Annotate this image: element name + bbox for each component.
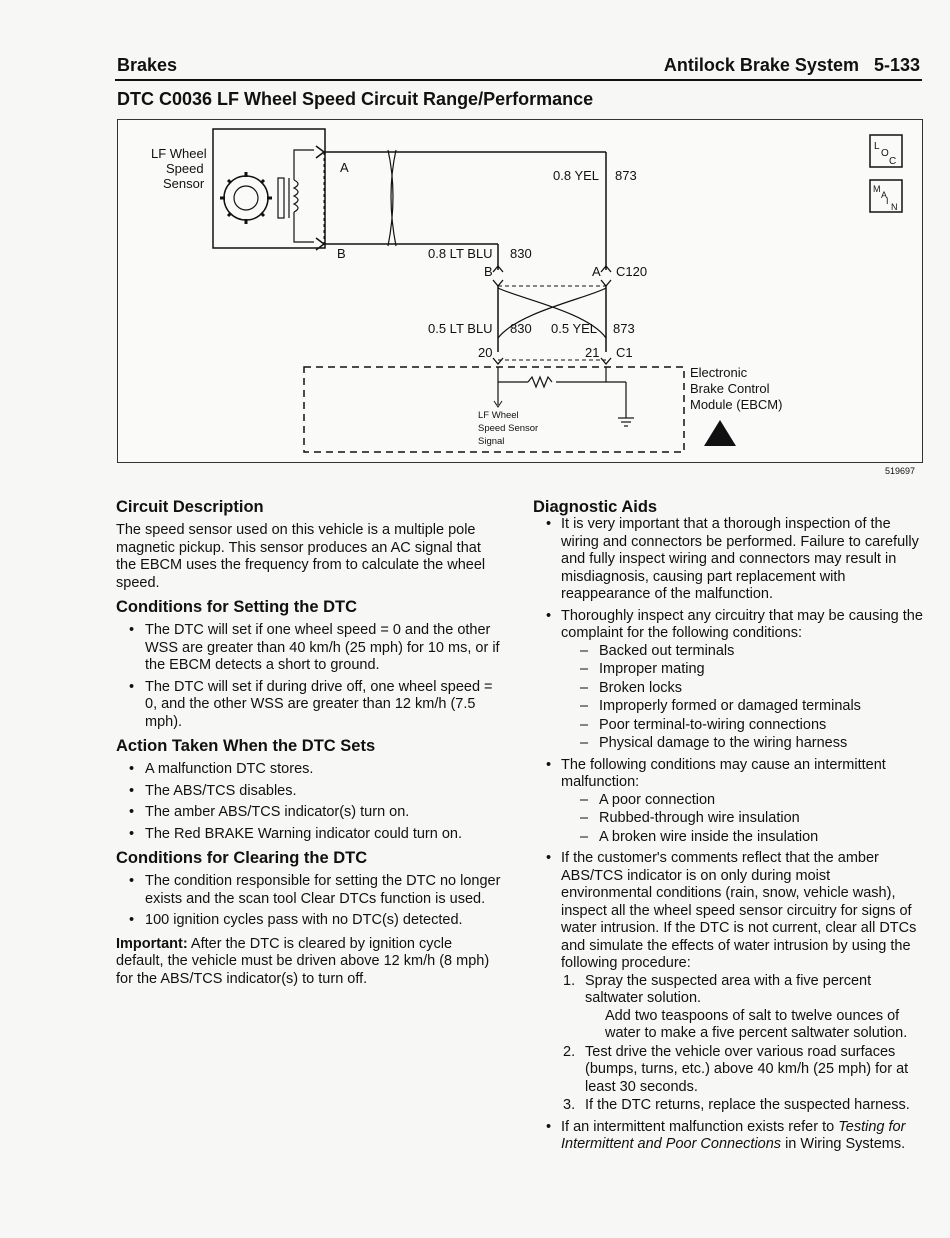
reference-title: Testing for Intermittent and Poor Connections: [561, 1118, 906, 1152]
step-number: 3.: [563, 1097, 576, 1113]
wire-873-bot-label: 0.5 YEL: [551, 321, 598, 336]
diagnostic-aids-heading: Diagnostic Aids: [533, 498, 658, 516]
list-item: – Poor terminal-to-wiring connections: [561, 717, 925, 735]
list-item: [533, 850, 925, 1115]
twisted-pair-top: [388, 150, 396, 246]
page-title: DTC C0036 LF Wheel Speed Circuit Range/Performance: [117, 89, 594, 109]
action-list: [116, 761, 501, 843]
step-text: Spray the suspected area with a five percent saltwater solution.: [585, 972, 872, 1006]
ebcm-label-3: Module (EBCM): [690, 397, 783, 412]
svg-text:M: M: [873, 184, 881, 194]
list-item: – A poor connection: [561, 792, 925, 810]
list-item: • The DTC will set if during drive off, one wheel speed = 0, and the other WSS are greater than 12 km/h (7.5 mph).: [116, 679, 501, 732]
intermittent-list: [561, 792, 925, 847]
step-text: If the DTC returns, replace the suspected harness.: [585, 1097, 910, 1113]
list-item: • The ABS/TCS disables.: [116, 783, 501, 801]
wire-830-top-label: 0.8 LT BLU: [428, 246, 493, 261]
pin-a-label: A: [340, 160, 349, 175]
esd-warning-icon: [704, 420, 736, 446]
procedure-steps: [561, 973, 925, 1115]
c120-pin-a: A: [592, 264, 601, 279]
clearing-heading: Conditions for Clearing the DTC: [116, 849, 368, 867]
step-text: Test drive the vehicle over various road surfaces (bumps, turns, etc.) above 40 km/h (25 mph) for at least 30 seconds.: [585, 1043, 909, 1095]
wire-830-bot-label: 0.5 LT BLU: [428, 321, 493, 336]
right-column: [533, 496, 925, 1158]
svg-text:L: L: [874, 141, 880, 152]
wire-830-top-num: 830: [510, 246, 532, 261]
c120-label: C120: [616, 264, 648, 279]
important-note: [116, 936, 501, 989]
sensor-label-2: Speed: [166, 161, 204, 176]
bullet5-text-a: If an intermittent malfunction exists refer to: [561, 1118, 839, 1135]
list-item: • 100 ignition cycles pass with no DTC(s) detected.: [116, 912, 501, 930]
step-item: [561, 1044, 925, 1097]
pin-21-label: 21: [585, 345, 600, 360]
list-item: • The amber ABS/TCS indicator(s) turn on.: [116, 804, 501, 822]
c1-label: C1: [616, 345, 633, 360]
resistor: [528, 377, 552, 387]
wire-873-top-label: 0.8 YEL: [553, 168, 600, 183]
signal-label-3: Signal: [478, 436, 505, 447]
list-item: [533, 608, 925, 753]
step-item: [561, 973, 925, 1043]
signal-label-2: Speed Sensor: [478, 423, 539, 434]
step-sub-text: Add two teaspoons of salt to twelve ounces of water to make a five percent saltwater solution.: [605, 1007, 908, 1041]
tone-wheel-icon: [220, 172, 272, 224]
list-item: [533, 1119, 925, 1154]
sensor-label-3: Sensor: [163, 176, 205, 191]
ebcm-label-1: Electronic: [690, 365, 748, 380]
left-column: [116, 496, 501, 990]
svg-text:I: I: [886, 196, 889, 206]
page-section-number: Antilock Brake System 5-133: [663, 55, 920, 75]
circuit-description-heading: Circuit Description: [116, 498, 264, 516]
list-item: – Improperly formed or damaged terminals: [561, 698, 925, 716]
pin-20-label: 20: [478, 345, 493, 360]
bullet5-text-b: in Wiring Systems.: [781, 1136, 906, 1152]
step-number: 1.: [563, 972, 576, 989]
list-item: – Rubbed-through wire insulation: [561, 810, 925, 828]
sensor-connector-a: [316, 146, 324, 158]
step-number: 2.: [563, 1043, 576, 1060]
section-title: Brakes: [117, 55, 178, 75]
list-item: – Improper mating: [561, 661, 925, 679]
main-icon: [870, 180, 902, 212]
ebcm-label-2: Brake Control: [690, 381, 770, 396]
sensor-label-1: LF Wheel: [151, 146, 207, 161]
pin-b-label: B: [337, 246, 346, 261]
svg-text:A: A: [881, 190, 888, 200]
wire-873-bot-num: 873: [613, 321, 635, 336]
step-item: [561, 1097, 925, 1115]
wire-830-bot-num: 830: [510, 321, 532, 336]
list-item: • A malfunction DTC stores.: [116, 761, 501, 779]
circuit-description-text: The speed sensor used on this vehicle is a multiple pole magnetic pickup. This sensor produces an AC signal that the EBCM uses the frequency from to calculate the wheel speed.: [116, 522, 486, 591]
header-rule: [115, 79, 922, 81]
wire-873-top-num: 873: [615, 168, 637, 183]
list-item: • The Red BRAKE Warning indicator could turn on.: [116, 826, 501, 844]
wiring-diagram: [117, 119, 923, 463]
ground-icon: [618, 418, 634, 426]
signal-label-1: LF Wheel: [478, 410, 519, 421]
diagnostic-list: [533, 516, 925, 1154]
location-icon: [870, 135, 902, 167]
list-item: – Broken locks: [561, 680, 925, 698]
figure-id: 519697: [885, 466, 916, 476]
list-item: • The DTC will set if one wheel speed = 0 and the other WSS are greater than 40 km/h (25 mph) for 10 ms, or if the EBCM detects a short to ground.: [116, 622, 501, 675]
important-text: After the DTC is cleared by ignition cycle default, the vehicle must be driven above 12 km/h (8 mph) for the ABS/TCS indicator(s) to turn off.: [116, 935, 490, 987]
setting-list: [116, 622, 501, 731]
sensor-box: [213, 129, 325, 248]
condition-list: [561, 643, 925, 753]
bullet3-text: The following conditions may cause an intermittent malfunction:: [561, 756, 886, 790]
list-item: • The condition responsible for setting the DTC no longer exists and the scan tool Clear DTCs function is used.: [116, 873, 501, 908]
clearing-list: [116, 873, 501, 930]
svg-text:O: O: [881, 148, 889, 159]
list-item: [533, 757, 925, 847]
list-item: – Backed out terminals: [561, 643, 925, 661]
list-item: – A broken wire inside the insulation: [561, 829, 925, 847]
bullet4-text: If the customer's comments reflect that the amber ABS/TCS indicator is on only during moist environmental conditions (rain, snow, vehicle wash), inspect all the wheel speed sensor circuitry for signs of water intrusion. If the DTC is not current, clear all DTCs and simulate the effects of water intrusion by using the following procedure:: [561, 850, 917, 971]
action-heading: Action Taken When the DTC Sets: [116, 737, 376, 755]
important-label: Important:: [116, 935, 188, 952]
c120-pin-b: B: [484, 264, 493, 279]
setting-heading: Conditions for Setting the DTC: [116, 598, 358, 616]
list-item: – Physical damage to the wiring harness: [561, 735, 925, 753]
svg-text:C: C: [889, 156, 897, 167]
coil-icon: [278, 150, 314, 242]
list-item: • It is very important that a thorough inspection of the wiring and connectors be performed. Failure to carefully and fully inspect wiring and connectors may result in misdiagnosis, causing part replacement with reappearance of the malfunction.: [533, 516, 925, 604]
bullet2-text: Thoroughly inspect any circuitry that may be causing the complaint for the following conditions:: [561, 607, 923, 641]
svg-text:N: N: [891, 202, 898, 212]
